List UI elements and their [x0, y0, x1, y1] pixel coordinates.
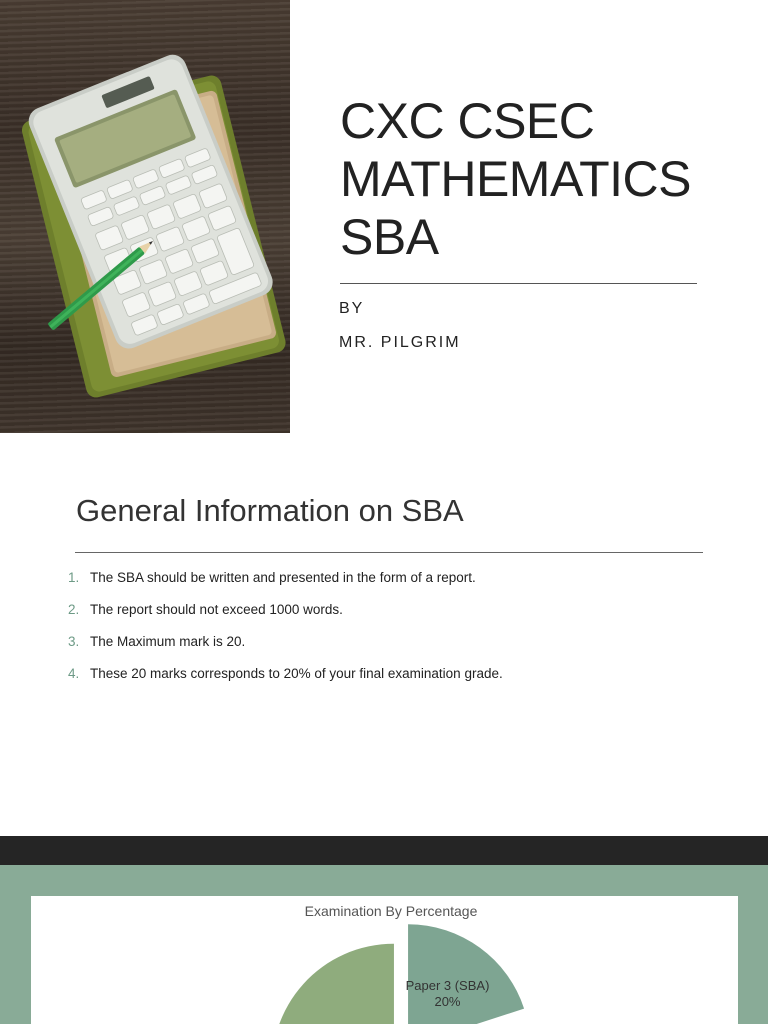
list-number: 3.	[68, 634, 80, 649]
slice-label: Paper 3 (SBA)	[405, 978, 490, 994]
info-slide	[0, 433, 768, 836]
calculator-notebook-photo	[0, 0, 290, 433]
title-slide	[0, 0, 768, 433]
pie-chart	[31, 896, 738, 1024]
calculator-illustration	[0, 0, 290, 433]
author-name: MR. PILGRIM	[339, 334, 461, 351]
title-line-3: SBA	[340, 209, 439, 265]
list-item	[68, 602, 503, 634]
by-label: BY	[339, 300, 365, 317]
slide-title: General Information on SBA	[76, 493, 464, 528]
list-number: 1.	[68, 570, 80, 585]
slice-value-label: 20%	[434, 994, 461, 1010]
chart-title: Examination By Percentage	[304, 903, 478, 919]
list-number: 4.	[68, 666, 80, 681]
list-text: These 20 marks corresponds to 20% of your final examination grade.	[90, 666, 503, 681]
info-list	[68, 570, 503, 698]
slide-separator	[0, 836, 768, 865]
pie-slice-0	[405, 924, 524, 1024]
title-block	[340, 92, 740, 266]
list-item	[68, 666, 503, 698]
list-item	[68, 570, 503, 602]
title-divider	[75, 552, 703, 553]
list-number: 2.	[68, 602, 80, 617]
title-line-1: CXC CSEC	[340, 93, 595, 149]
title-divider	[340, 283, 697, 284]
title-line-2: MATHEMATICS	[340, 151, 691, 207]
list-item	[68, 634, 503, 666]
chart-slide	[0, 865, 768, 1024]
list-text: The report should not exceed 1000 words.	[90, 602, 343, 617]
chart-panel	[31, 896, 738, 1024]
list-text: The Maximum mark is 20.	[90, 634, 246, 649]
list-text: The SBA should be written and presented in the form of a report.	[90, 570, 476, 585]
